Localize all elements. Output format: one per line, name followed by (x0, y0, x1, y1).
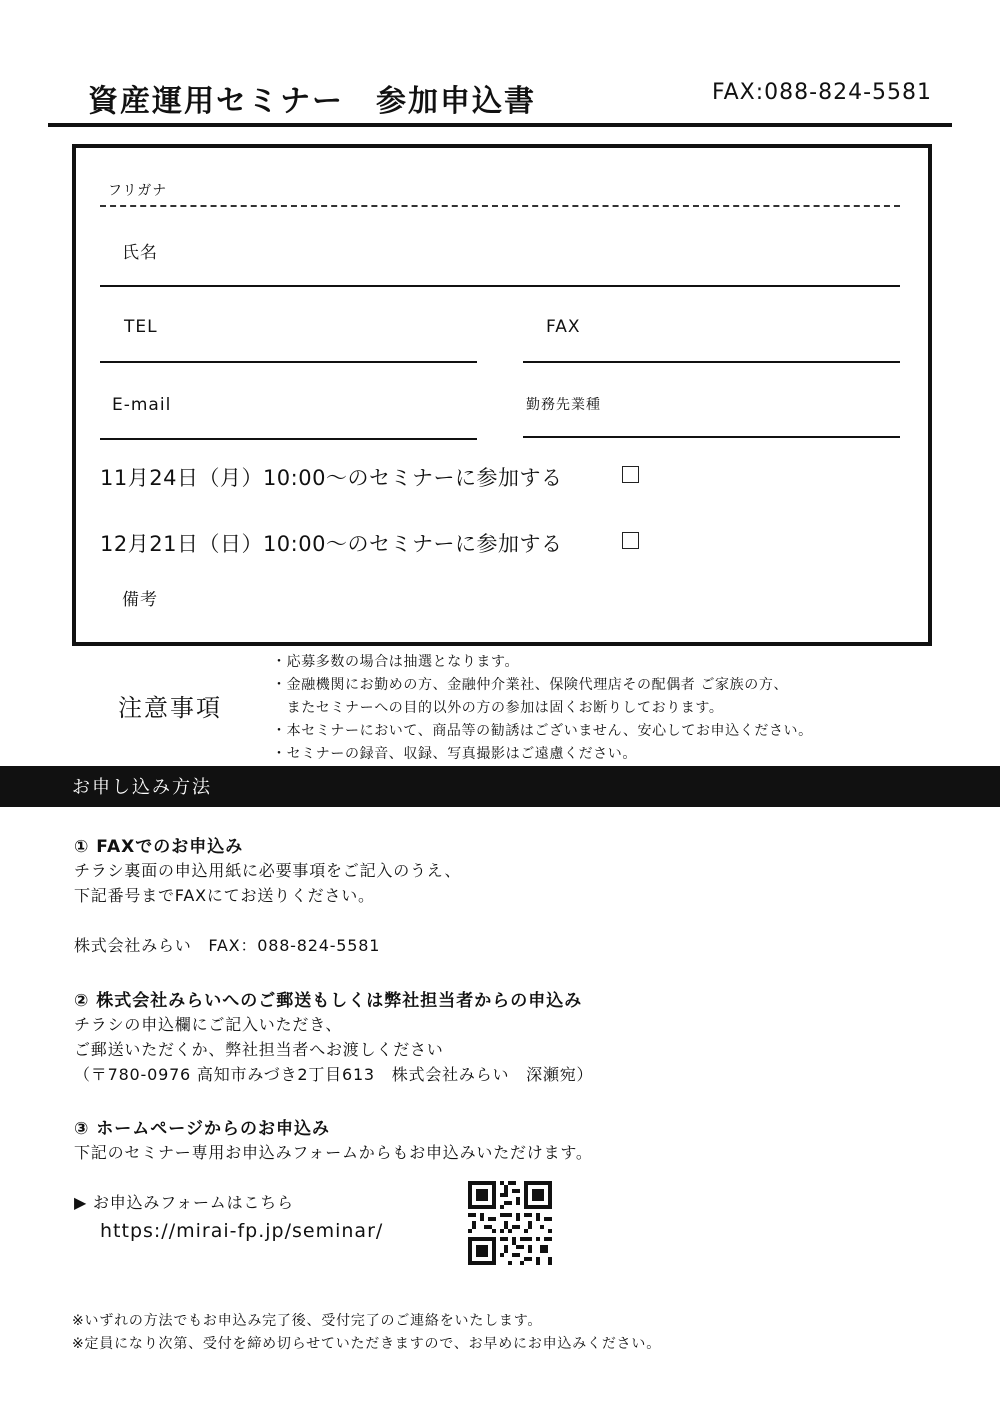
fax-label: FAX (546, 317, 581, 337)
email-label: E-mail (112, 395, 172, 415)
caution-title: 注意事項 (118, 694, 222, 722)
fax-method-text: 下記番号までFAXにてお送りください。 (74, 886, 375, 905)
seminar-option-2-label: 12月21日（日）10:00～のセミナーに参加する (100, 532, 563, 556)
seminar-option-1-label: 11月24日（月）10:00～のセミナーに参加する (100, 466, 563, 490)
web-method-heading: ③ ホームページからのお申込み (74, 1119, 330, 1139)
fax-contact: 株式会社みらい FAX：088-824-5581 (74, 936, 381, 955)
seminar-option-1-checkbox[interactable] (622, 466, 639, 483)
page-title: 資産運用セミナー 参加申込書 (88, 84, 536, 119)
note-text: ※定員になり次第、受付を締め切らせていただきますので、お早めにお申込みください。 (72, 1336, 662, 1352)
name-field[interactable] (100, 285, 900, 287)
form-link-label: ▶ お申込みフォームはこちら (74, 1193, 294, 1212)
furigana-label: フリガナ (108, 183, 168, 199)
caution-item: ・金融機関にお勤めの方、金融仲介業社、保険代理店その配偶者 ご家族の方、 (272, 677, 789, 693)
fax-method-text: チラシ裏面の申込用紙に必要事項をご記入のうえ、 (74, 861, 462, 880)
caution-item: ・セミナーの録音、収録、写真撮影はご遠慮ください。 (272, 746, 637, 762)
mail-address: （〒780-0976 高知市みづき2丁目613 株式会社みらい 深瀬宛） (74, 1065, 594, 1084)
caution-item: ・応募多数の場合は抽選となります。 (272, 654, 520, 670)
mail-method-heading: ② 株式会社みらいへのご郵送もしくは弊社担当者からの申込み (74, 991, 583, 1011)
header-divider (48, 123, 952, 127)
caution-item: ・本セミナーにおいて、商品等の勧誘はございません、安心してお申込ください。 (272, 723, 813, 739)
application-form (72, 144, 932, 646)
mail-method-text: チラシの申込欄にご記入いただき、 (74, 1015, 343, 1034)
fax-field[interactable] (523, 361, 900, 363)
seminar-form-link[interactable]: https://mirai-fp.jp/seminar/ (100, 1220, 384, 1242)
method-section-title: お申し込み方法 (72, 777, 212, 798)
remarks-label: 備考 (122, 590, 158, 610)
tel-label: TEL (124, 317, 158, 337)
web-method-text: 下記のセミナー専用お申込みフォームからもお申込みいただけます。 (74, 1143, 593, 1162)
header-fax-number: FAX:088-824-5581 (712, 80, 933, 105)
caution-item: またセミナーへの目的以外の方の参加は固くお断りしております。 (272, 700, 724, 716)
fax-method-heading: ① FAXでのお申込み (74, 837, 244, 857)
mail-method-text: ご郵送いただくか、弊社担当者へお渡しください (74, 1040, 444, 1059)
name-label: 氏名 (122, 243, 158, 263)
furigana-field[interactable] (100, 205, 900, 207)
industry-label: 勤務先業種 (526, 397, 601, 413)
qr-code[interactable] (468, 1181, 552, 1265)
note-text: ※いずれの方法でもお申込み完了後、受付完了のご連絡をいたします。 (72, 1313, 543, 1329)
industry-field[interactable] (523, 436, 900, 438)
email-field[interactable] (100, 438, 477, 440)
tel-field[interactable] (100, 361, 477, 363)
seminar-option-2-checkbox[interactable] (622, 532, 639, 549)
